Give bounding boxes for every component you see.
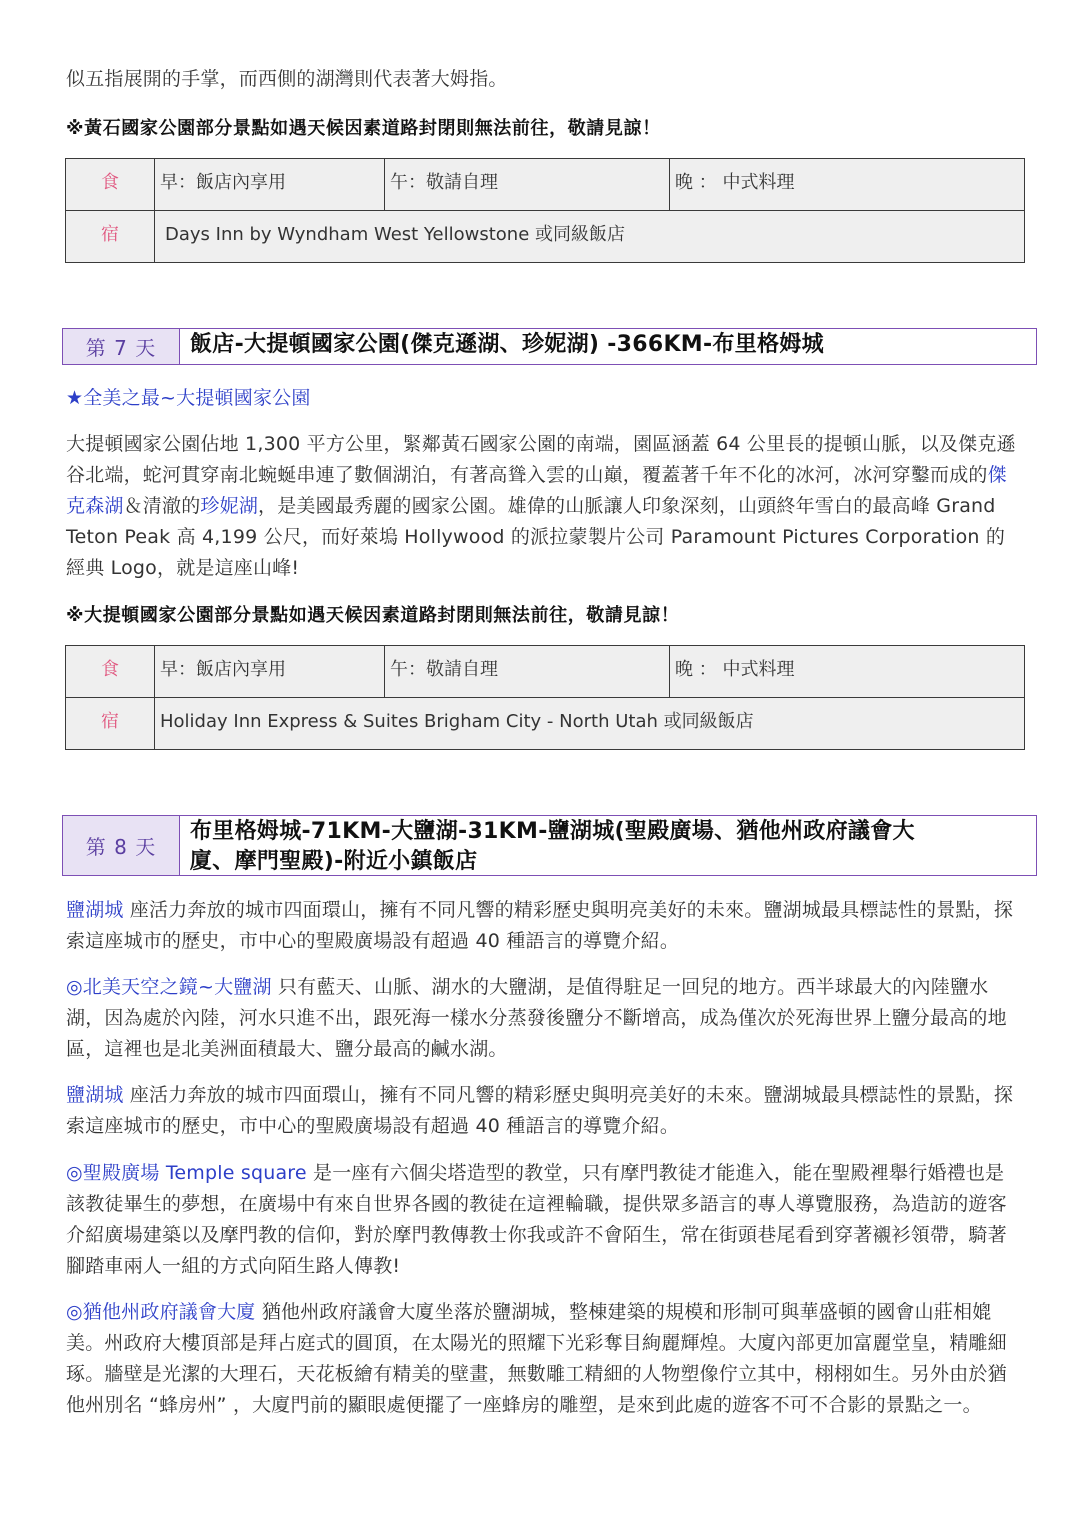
day7-text-1: 大提頓國家公園佔地 1,300 平方公里，緊鄰黃石國家公園的南端，園區涵蓋 64 公里長的提頓山脈，以及傑克遜谷北端，蛇河貫穿南北蜿蜒串連了數個湖泊，有著高聳入雲的山巔，覆蓋著千年不化的冰河，冰河穿鑿而成的: [66, 433, 1016, 486]
day7-header: [62, 328, 1037, 365]
day7-title: 飯店-大提頓國家公園(傑克遜湖、珍妮湖) -366KM-布里格姆城: [190, 332, 824, 357]
section-text: 座活力奔放的城市四面環山，擁有不同凡響的精彩歷史與明亮美好的未來。鹽湖城最具標誌性的景點，探索這座城市的歷史，市中心的聖殿廣場設有超過 40 種語言的導覽介紹。: [66, 1084, 1014, 1137]
dinner-cell: 晚 ： 中式料理: [670, 646, 1025, 698]
jackson-lake-link: 傑克森湖: [66, 464, 1007, 517]
section-utah-capitol: [66, 1297, 1016, 1421]
stay-label: 宿: [66, 698, 155, 750]
dinner-cell: 晚 ： 中式料理: [670, 159, 1025, 211]
meal-table-day6: [65, 158, 1025, 263]
breakfast-cell: 早：飯店內享用: [155, 646, 385, 698]
meal-table-day7: [65, 645, 1025, 750]
day8-title-line2: 廈、摩門聖殿)-附近小鎮飯店: [190, 849, 478, 874]
section-text: 只有藍天、山脈、湖水的大鹽湖，是值得駐足一回兒的地方。西半球最大的內陸鹽水湖，因為處於內陸，河水只進不出，跟死海一樣水分蒸發後鹽分不斷增高，成為僅次於死海世界上鹽分最高的地區，這裡也是北美洲面積最大、鹽分最高的鹹水湖。: [66, 976, 1007, 1060]
food-label: 食: [66, 159, 155, 211]
lunch-cell: 午：敬請自理: [385, 159, 670, 211]
jenny-lake-link: 珍妮湖: [200, 495, 259, 517]
hotel-cell: Days Inn by Wyndham West Yellowstone 或同級飯店: [155, 211, 1025, 263]
day7-text-2: ＆清澈的: [123, 495, 201, 517]
day7-highlight: ★全美之最~大提頓國家公園: [66, 387, 311, 409]
section-title: ◎北美天空之鏡~大鹽湖: [66, 976, 272, 998]
intro-line: 似五指展開的手掌，而西側的湖灣則代表著大姆指。: [66, 68, 508, 90]
day7-label: 第 7 天: [63, 329, 180, 364]
day8-header: [62, 815, 1037, 876]
section-temple-square: [66, 1158, 1016, 1282]
lunch-cell: 午：敬請自理: [385, 646, 670, 698]
day7-text-3: ，是美國最秀麗的國家公園。雄偉的山脈讓人印象深刻，山頭終年雪白的最高峰 Grand Teton Peak 高 4,199 公尺，而好萊塢 Hollywood 的派拉蒙製片公司 Paramount Pictures Corporation 的經典 Logo，就是這座山峰!: [66, 495, 1006, 579]
day7-paragraph: [66, 429, 1016, 584]
yellowstone-notice: ※黃石國家公園部分景點如遇天候因素道路封閉則無法前往，敬請見諒！: [66, 118, 661, 139]
teton-notice: ※大提頓國家公園部分景點如遇天候因素道路封閉則無法前往，敬請見諒！: [66, 605, 680, 626]
section-text: 是一座有六個尖塔造型的教堂，只有摩門教徒才能進入，能在聖殿裡舉行婚禮也是該教徒畢生的夢想，在廣場中有來自世界各國的教徒在這裡輪職，提供眾多語言的專人導覽服務，為造訪的遊客介紹廣場建築以及摩門教的信仰，對於摩門教傳教士你我或許不會陌生，常在街頭巷尾看到穿著襯衫領帶，騎著腳踏車兩人一組的方式向陌生路人傳教!: [66, 1162, 1007, 1277]
section-text: 猶他州政府議會大廈坐落於鹽湖城，整棟建築的規模和形制可與華盛頓的國會山莊相媲美。州政府大樓頂部是拜占庭式的圓頂，在太陽光的照耀下光彩奪目絢麗輝煌。大廈內部更加富麗堂皇，精雕細琢。牆壁是光潔的大理石，天花板繪有精美的壁畫，無數雕工精細的人物塑像佇立其中，栩栩如生。另外由於猶他州別名 “蜂房州” ，大廈門前的顯眼處便擺了一座蜂房的雕塑，是來到此處的遊客不可不合影的景點之一。: [66, 1301, 1007, 1416]
section-title: ◎猶他州政府議會大廈: [66, 1301, 256, 1323]
day8-title: [180, 816, 1036, 875]
stay-label: 宿: [66, 211, 155, 263]
food-label: 食: [66, 646, 155, 698]
day8-title-line1: 布里格姆城-71KM-大鹽湖-31KM-鹽湖城(聖殿廣場、猶他州政府議會大: [190, 819, 915, 844]
section-title: 鹽湖城: [66, 1084, 124, 1106]
breakfast-cell: 早：飯店內享用: [155, 159, 385, 211]
section-salt-lake-city: [66, 895, 1016, 957]
section-title: 鹽湖城: [66, 899, 124, 921]
section-text: 座活力奔放的城市四面環山，擁有不同凡響的精彩歷史與明亮美好的未來。鹽湖城最具標誌性的景點，探索這座城市的歷史，市中心的聖殿廣場設有超過 40 種語言的導覽介紹。: [66, 899, 1014, 952]
hotel-cell: Holiday Inn Express & Suites Brigham City - North Utah 或同級飯店: [155, 698, 1025, 750]
section-salt-lake-city-2: [66, 1080, 1016, 1142]
section-title: ◎聖殿廣場 Temple square: [66, 1162, 307, 1184]
day8-label: 第 8 天: [63, 816, 180, 875]
section-great-salt-lake: [66, 972, 1016, 1065]
